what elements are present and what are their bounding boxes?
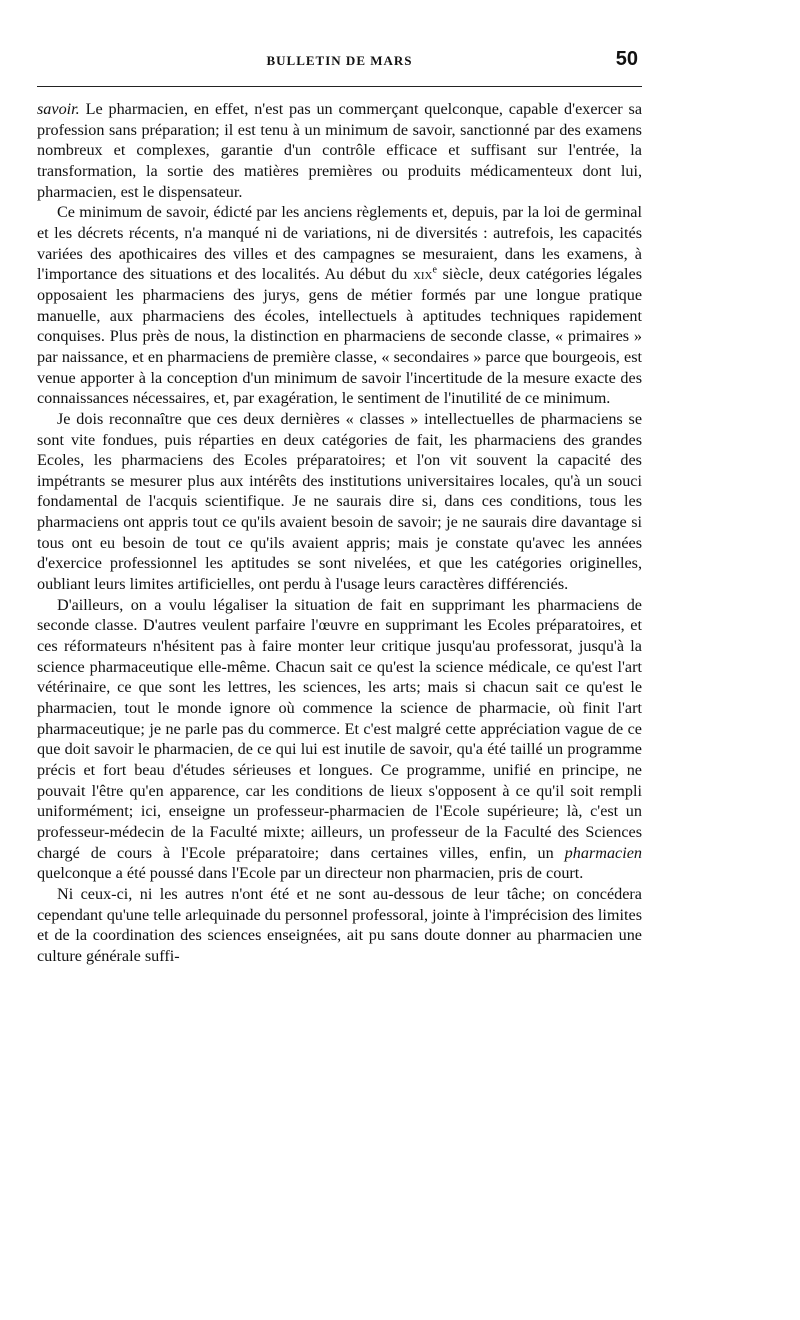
paragraph-5-text: Ni ceux-ci, ni les autres n'ont été et ne sont au-dessous de leur tâche; on concédera cependant qu'une telle arlequinade du personnel professoral, jointe à l'imprécision des limites et de la coordination des sciences enseignées, ait pu sans doute donner au pharmacien une culture générale suffi- (37, 884, 642, 965)
paragraph-1-lead: savoir. (37, 100, 80, 118)
paragraph-2-text-a: Ce minimum de savoir, édicté par les anciens règlements et, depuis, par la loi de germinal et les décrets récents, n'a manqué ni de variations, ni de diversités : autrefois, les capacités variées des apothicaires des villes et des campagnes se mesuraient, dans les examens, à l'importance des situations et des localités. Au début du (37, 203, 642, 284)
paragraph-5 (37, 884, 642, 967)
running-title: BULLETIN DE MARS (266, 53, 413, 68)
header-rule (37, 86, 642, 87)
paragraph-4-text-a: D'ailleurs, on a voulu légaliser la situation de fait en supprimant les pharmaciens de seconde classe. D'autres veulent parfaire l'œuvre en supprimant les Ecoles préparatoires, et ces réformateurs n'hésitent pas à faire monter leur critique jusqu'au professorat, jusqu'à la science pharmaceutique elle-même. Chacun sait ce qu'est la science médicale, ce qu'est l'art vétérinaire, ce que sont les lettres, les sciences, les arts; mais si chacun sait ce qu'est le pharmacien, tout le monde ignore où commence la science de pharmacie, où finit l'art pharmaceutique; je ne parle pas du commerce. Et c'est malgré cette appréciation vague de ce que doit savoir le pharmacien, de ce qui lui est inutile de savoir, qu'a été taillé un programme précis et fort beau d'études sérieuses et longues. Ce programme, unifié en principe, ne pouvait l'être qu'en apparence, car les conditions de lieux s'opposent à ce qu'il soit rempli uniformément; ici, enseigne un professeur-pharmacien de l'Ecole supérieure; là, c'est un professeur-médecin de la Faculté mixte; ailleurs, un professeur de la Faculté des Sciences chargé de cours à l'Ecole préparatoire; dans certaines villes, enfin, un (37, 595, 642, 862)
paragraph-3 (37, 409, 642, 595)
paragraph-2-text-b: siècle, deux catégories légales opposaient les pharmaciens des jurys, gens de métier formés par une longue pratique manuelle, aux pharmaciens des écoles, intellectuels à aptitudes techniques rapidement conquises. Plus près de nous, la distinction en pharmaciens de seconde classe, « primaires » par naissance, et en pharmaciens de première classe, « secondaires » parce que bourgeois, est venue apporter à la conception d'un minimum de savoir l'incertitude de la mesure exacte des connaissances nécessaires, et, par exagération, le sentiment de l'inutilité de ce minimum. (37, 265, 642, 408)
paragraph-4-italic: pharmacien (564, 843, 642, 862)
paragraph-4-text-b: quelconque a été poussé dans l'Ecole par un directeur non pharmacien, pris de court. (37, 864, 584, 883)
century-numeral: xix (412, 265, 433, 284)
century-superscript: e (432, 264, 437, 276)
paragraph-3-text: Je dois reconnaître que ces deux dernières « classes » intellectuelles de pharmaciens se sont vite fondues, puis réparties en deux catégories de fait, les pharmaciens des grandes Ecoles, les pharmaciens des Ecoles préparatoires; et l'on vit souvent la capacité des impétrants se mesurer plus aux intérêts des institutions universitaires locales, qu'à un souci fondamental de l'acquis scientifique. Je ne saurais dire si, dans ces conditions, tous les pharmaciens ont appris tout ce qu'ils avaient besoin de savoir; je ne saurais dire davantage si tous ont eu besoin de tout ce qu'ils avaient appris; mais je constate qu'avec les années d'exercice professionnel les aptitudes se sont nivelées, et que les catégories originelles, oubliant leurs limites artificielles, ont perdu à l'usage leurs caractères différenciés. (37, 409, 642, 594)
paragraph-1 (37, 99, 642, 202)
paragraph-4 (37, 595, 642, 884)
paragraph-2 (37, 202, 642, 409)
page-number: 50 (615, 48, 638, 70)
paragraph-1-text: Le pharmacien, en effet, n'est pas un commerçant quelconque, capable d'exercer sa profession sans préparation; il est tenu à un minimum de savoir, sanctionné par des examens nombreux et complexes, garantie d'un contrôle efficace et suffisant sur l'entrée, la transformation, la sortie des matières premières ou produits médicamenteux dont lui, pharmacien, est le dispensateur. (37, 100, 642, 201)
document-page (37, 48, 642, 967)
body-text (37, 99, 642, 967)
page-header (37, 48, 642, 76)
